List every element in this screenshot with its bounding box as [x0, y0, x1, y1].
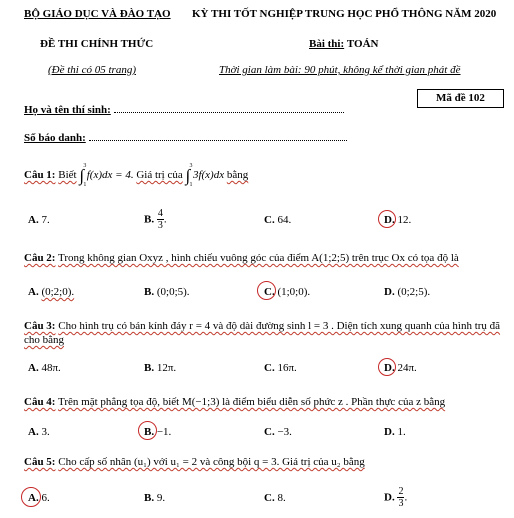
option-text: 24π. — [397, 362, 417, 374]
option-c[interactable]: C. 8. — [264, 492, 286, 504]
exam-title: KỲ THI TỐT NGHIỆP TRUNG HỌC PHỔ THÔNG NĂM 2020 — [192, 8, 497, 20]
option-d[interactable]: D. $\frac{2}{3}$ . — [384, 486, 408, 509]
question-2 — [24, 252, 459, 264]
question-number: Câu 1: — [24, 169, 56, 181]
question-3 — [24, 320, 500, 332]
option-text: 7. — [41, 214, 50, 226]
option-b[interactable]: B. −1. — [144, 426, 172, 438]
candidate-name-dots — [114, 104, 344, 113]
integral-lower-limit: 1 — [83, 181, 87, 188]
option-a[interactable]: A. 3. — [28, 426, 50, 438]
subject-line — [309, 38, 379, 50]
page-count: (Đề thi có 05 trang) — [48, 64, 136, 76]
option-b[interactable]: B. (0;0;5). — [144, 286, 190, 298]
integral-upper-limit: 3 — [189, 162, 193, 169]
question-4 — [24, 396, 445, 408]
integral-expression: f(x)dx = 4. — [86, 169, 134, 181]
option-text: (0;0;5). — [156, 286, 190, 298]
subject-label: Bài thi: — [309, 38, 345, 50]
option-text: (0;2;5). — [397, 286, 431, 298]
integral-expression: 3f(x)dx — [192, 169, 225, 181]
option-c[interactable]: C. (1;0;0). — [264, 286, 311, 298]
question-1 — [24, 164, 248, 186]
candidate-id-dots — [89, 132, 347, 141]
fraction-denominator: 3 — [157, 220, 163, 231]
question-text-continued: cho bằng — [24, 334, 65, 346]
answer-circle — [138, 421, 157, 440]
option-text: 48π. — [41, 362, 61, 374]
option-text: 64. — [277, 214, 292, 226]
question-number: Câu 2: — [24, 252, 56, 264]
option-d[interactable]: D. 1. — [384, 426, 406, 438]
option-text: 12π. — [156, 362, 177, 374]
option-text: −3. — [277, 426, 292, 438]
option-d[interactable]: D. 12. — [384, 214, 412, 226]
integral-upper-limit: 3 — [83, 162, 87, 169]
question-text: bằng — [226, 169, 249, 181]
official-label: ĐỀ THI CHÍNH THỨC — [40, 38, 154, 50]
option-text: (0;2;0). — [41, 286, 75, 298]
integral-sign-icon: ∫ 3 1 — [79, 162, 87, 188]
fraction — [157, 208, 164, 231]
option-text: 8. — [277, 492, 286, 504]
subject-value: TOÁN — [346, 38, 379, 50]
exam-code-box: Mã đề 102 — [417, 89, 504, 108]
question-number: Câu 5: — [24, 456, 56, 468]
question-number: Câu 4: — [24, 396, 56, 408]
answer-circle — [21, 487, 41, 507]
question-text: Trên mặt phẳng tọa độ, biết M(−1;3) là điểm biểu diễn số phức z . Phần thực của z bằng — [58, 396, 446, 408]
ministry-title: BỘ GIÁO DỤC VÀ ĐÀO TẠO — [24, 8, 171, 20]
fraction-numerator: 4 — [157, 208, 163, 219]
option-d[interactable]: D. 24π. — [384, 362, 417, 374]
question-number: Câu 3: — [24, 320, 56, 332]
candidate-name-label: Họ và tên thí sinh: — [24, 104, 111, 116]
candidate-id-row — [24, 132, 347, 144]
answer-circle — [378, 210, 396, 228]
option-a[interactable]: A. (0;2;0). — [28, 286, 75, 298]
option-b[interactable]: B. 12π. — [144, 362, 177, 374]
question-text: Trong không gian Oxyz , hình chiếu vuông góc của điểm A(1;2;5) trên trục Ox có tọa độ là — [58, 252, 459, 264]
time-limit: Thời gian làm bài: 90 phút, không kể thời gian phát đề — [219, 64, 461, 76]
option-a[interactable]: A. 6. — [28, 492, 50, 504]
option-a[interactable]: A. 7. — [28, 214, 50, 226]
candidate-name-row — [24, 104, 344, 116]
option-text: 1. — [397, 426, 406, 438]
question-text: Biết — [58, 169, 77, 181]
question-5 — [24, 456, 365, 468]
option-text: 6. — [41, 492, 50, 504]
answer-circle — [257, 281, 276, 300]
fraction-denominator: 3 — [398, 498, 404, 509]
option-text: 12. — [397, 214, 412, 226]
option-c[interactable]: C. 64. — [264, 214, 292, 226]
candidate-id-label: Số báo danh: — [24, 132, 86, 144]
option-a[interactable]: A. 48π. — [28, 362, 61, 374]
fraction-numerator: 2 — [398, 486, 404, 497]
integral-sign-icon: ∫ 3 1 — [185, 162, 193, 188]
option-text: 16π. — [277, 362, 297, 374]
option-d[interactable]: D. (0;2;5). — [384, 286, 431, 298]
option-c[interactable]: C. 16π. — [264, 362, 297, 374]
option-text: 9. — [156, 492, 166, 504]
answer-circle — [378, 358, 396, 376]
option-c[interactable]: C. −3. — [264, 426, 292, 438]
question-text: Giá trị của — [136, 169, 183, 181]
option-text: 3. — [41, 426, 50, 438]
option-b[interactable]: B. $\frac{4}{3}$ . — [144, 208, 167, 231]
option-b[interactable]: B. 9. — [144, 492, 166, 504]
option-text: −1. — [156, 426, 172, 438]
option-text: (1;0;0). — [277, 286, 311, 298]
question-text: Cho hình trụ có bán kính đáy r = 4 và độ dài đường sinh l = 3 . Diện tích xung quanh của hình trụ đã — [58, 320, 501, 332]
integral-lower-limit: 1 — [189, 181, 193, 188]
question-text: Cho cấp số nhân (u₁) với u₁ = 2 và công bội q = 3. Giá trị của u₂ bằng — [58, 456, 365, 468]
